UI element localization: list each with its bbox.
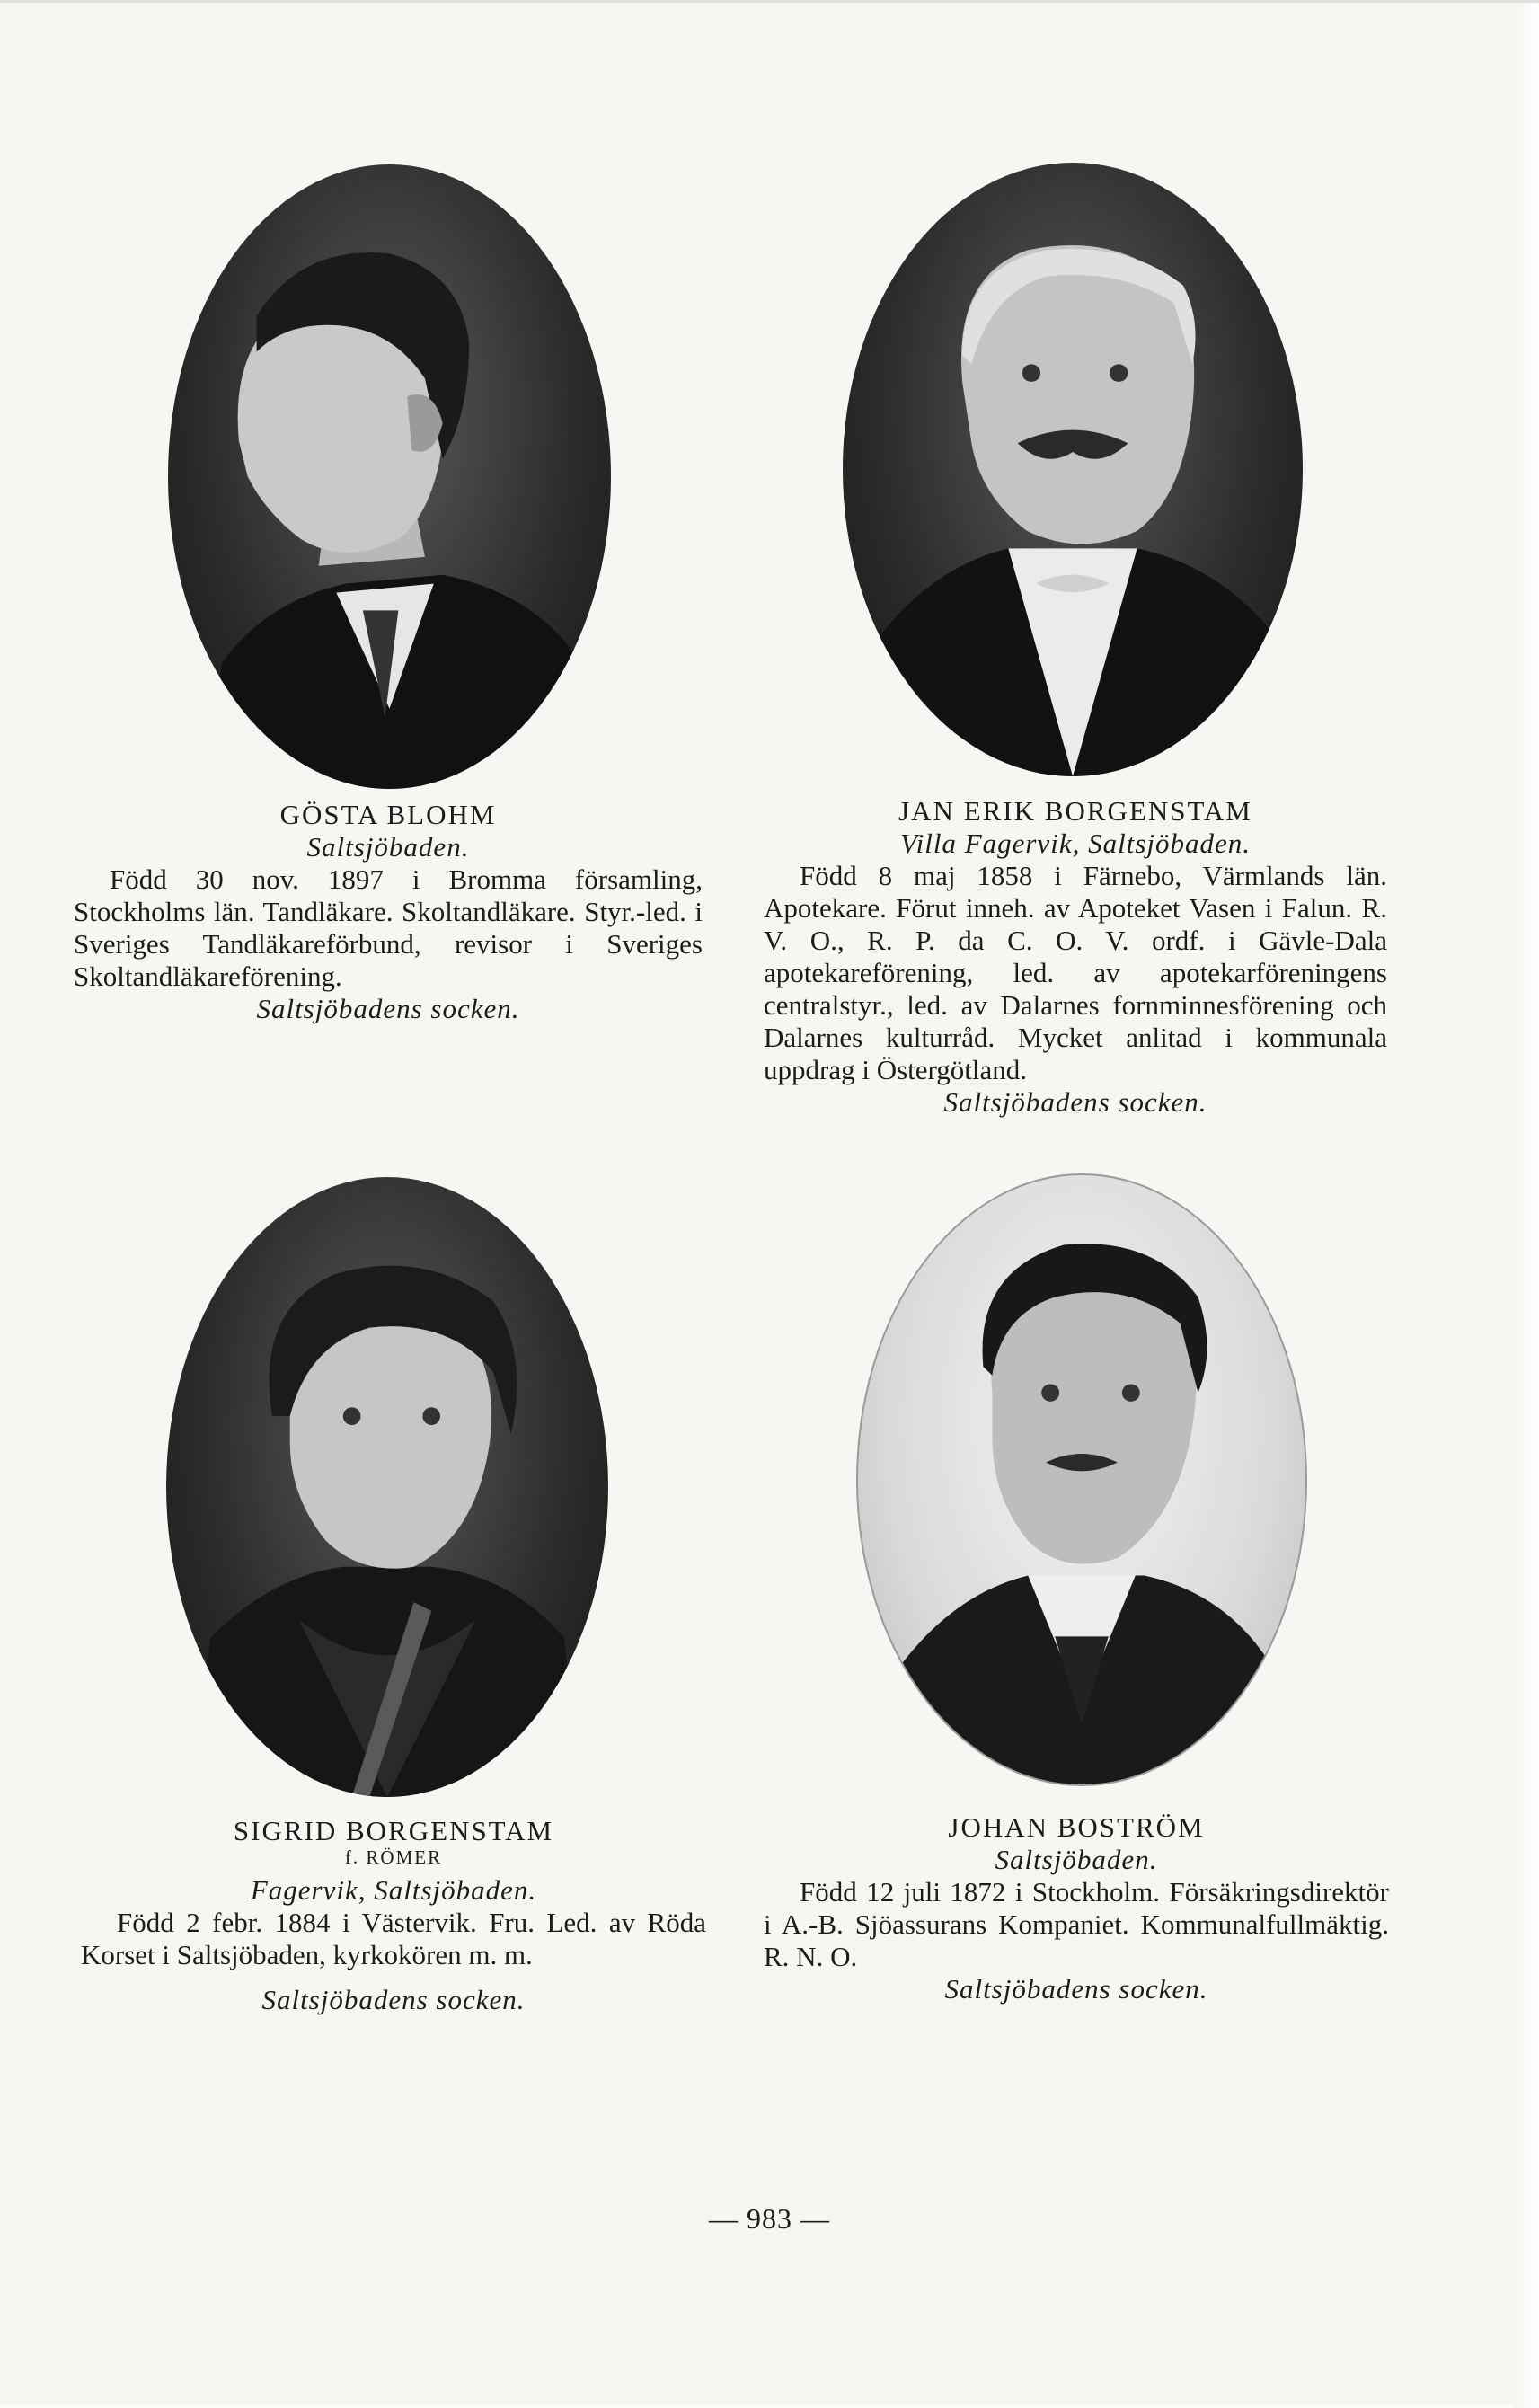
entry-name: JOHAN BOSTRÖM bbox=[948, 1811, 1205, 1843]
entry-sigrid-borgenstam bbox=[81, 1815, 706, 2016]
entry-biography: Född 2 febr. 1884 i Västervik. Fru. Led. av Röda Korset i Saltsjöbaden, kyrkokören m. m. bbox=[81, 1907, 706, 1970]
portrait-jan-erik-borgenstam bbox=[843, 163, 1303, 776]
portrait-sigrid-borgenstam bbox=[166, 1177, 608, 1797]
entry-residence: Villa Fagervik, Saltsjöbaden. bbox=[899, 828, 1252, 859]
entry-parish: Saltsjöbadens socken. bbox=[261, 1984, 526, 2015]
entry-johan-bostrom bbox=[764, 1811, 1389, 2005]
entry-biography: Född 8 maj 1858 i Färnebo, Värmlands län. Apotekare. Förut inneh. av Apoteket Vasen i Falun. R. V. O., R. P. da C. O. V. ordf. i Gävle-Dala apotekareförening, led. av apotekarföreningens centralstyr., led. av Dalarnes fornminnesförening och Dalarnes kulturråd. Mycket anlitad i kommunala uppdrag i Östergötland. bbox=[764, 860, 1387, 1085]
entry-biography: Född 30 nov. 1897 i Bromma församling, Stockholms län. Tandläkare. Skoltandläkare. Styr.-led. i Sveriges Tandläkareförbund, revisor i Sveriges Skoltandläkareförening. bbox=[74, 863, 703, 992]
entry-parish: Saltsjöbadens socken. bbox=[256, 993, 520, 1024]
entry-name: JAN ERIK BORGENSTAM bbox=[898, 795, 1252, 827]
entry-parish: Saltsjöbadens socken. bbox=[943, 1086, 1207, 1118]
page-edge bbox=[1514, 3, 1539, 2408]
entry-residence: Saltsjöbaden. bbox=[306, 831, 470, 863]
page-number: — 983 — bbox=[709, 2202, 830, 2235]
entry-residence: Fagervik, Saltsjöbaden. bbox=[250, 1874, 537, 1906]
entry-name: SIGRID BORGENSTAM bbox=[233, 1815, 554, 1846]
entry-jan-erik-borgenstam bbox=[764, 795, 1387, 1119]
entry-biography: Född 12 juli 1872 i Stockholm. Försäkringsdirektör i A.-B. Sjöassurans Kompaniet. Kommunalfullmäktig. R. N. O. bbox=[764, 1876, 1389, 1972]
entry-gosta-blohm bbox=[74, 799, 703, 1025]
entry-parish: Saltsjöbadens socken. bbox=[944, 1973, 1208, 2005]
entry-name: GÖSTA BLOHM bbox=[279, 799, 497, 830]
entry-maiden-name: f. RÖMER bbox=[344, 1846, 443, 1868]
portrait-johan-bostrom bbox=[856, 1173, 1307, 1786]
portrait-gosta-blohm bbox=[168, 164, 611, 789]
entry-residence: Saltsjöbaden. bbox=[995, 1844, 1158, 1875]
